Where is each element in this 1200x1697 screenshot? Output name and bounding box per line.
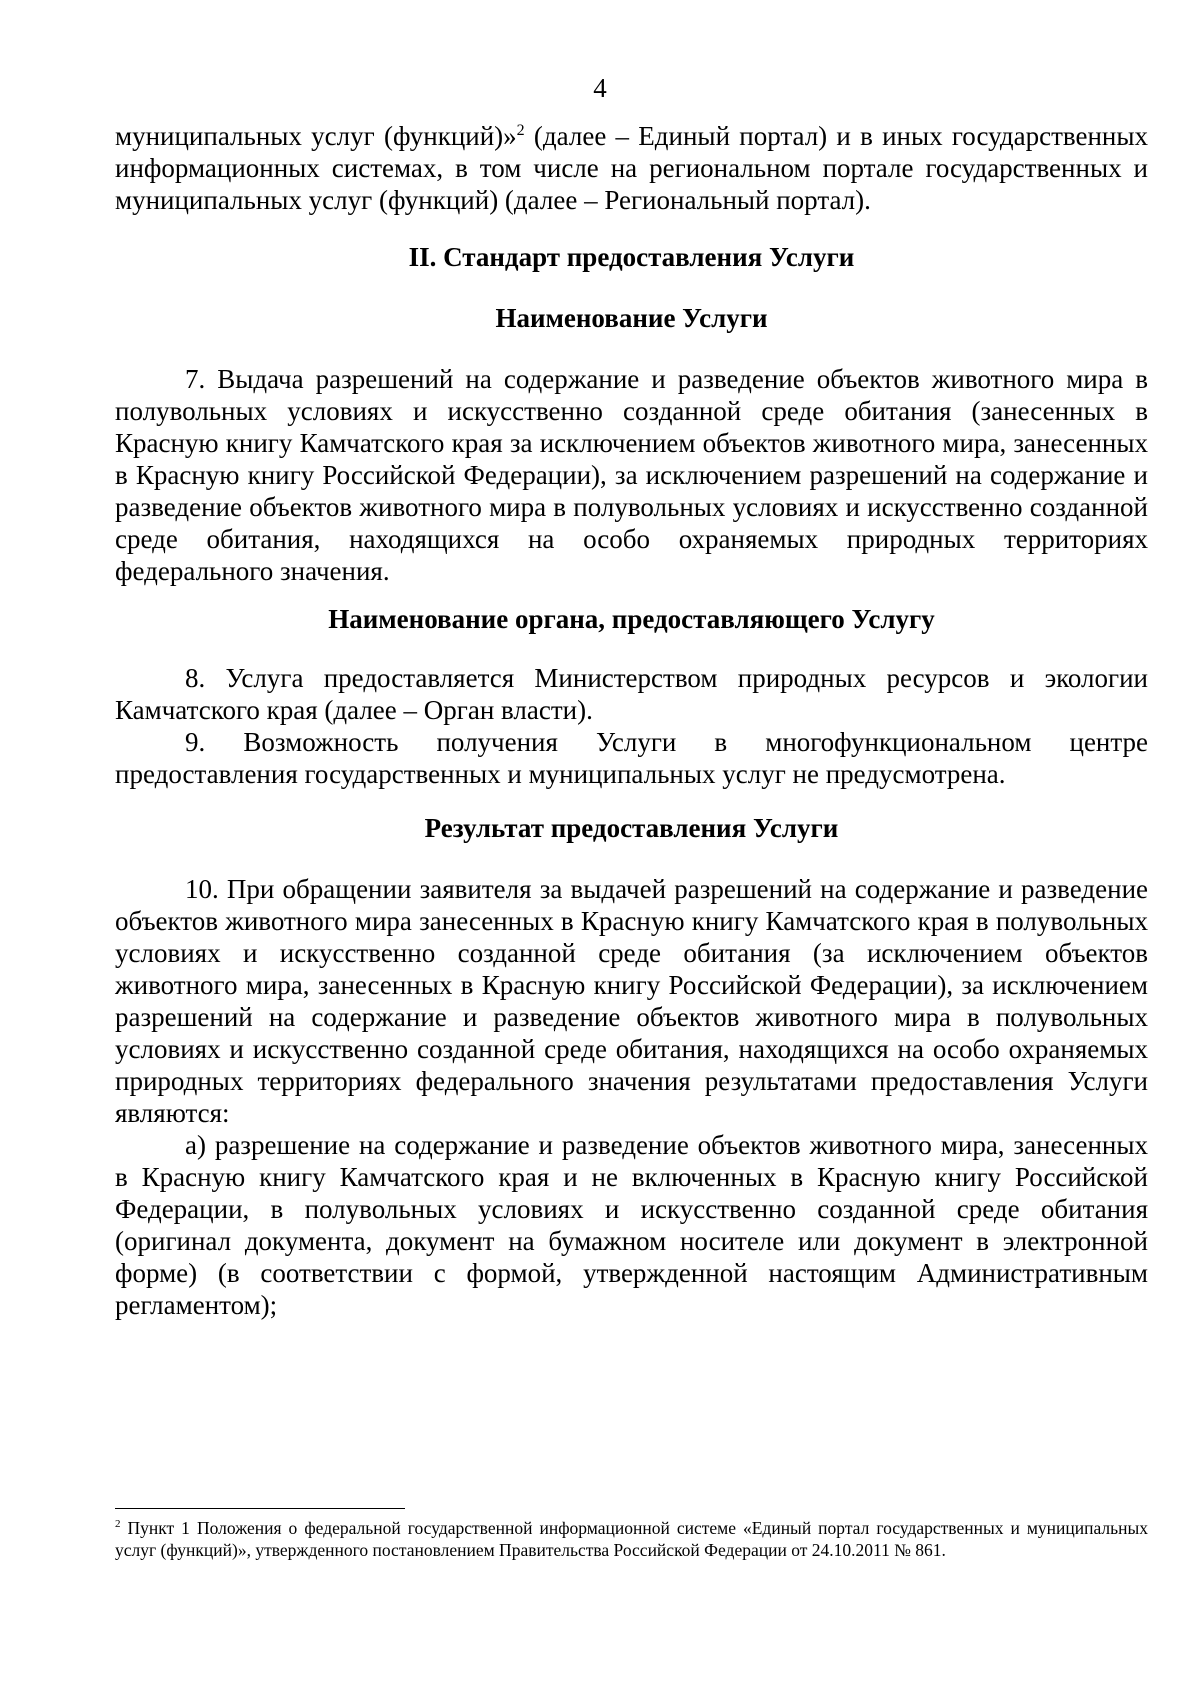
heading-result: Результат предоставления Услуги [424, 813, 839, 843]
page-number: 4 [593, 73, 607, 103]
paragraph-10 [115, 873, 1148, 1321]
intro-paragraph [115, 120, 1148, 216]
paragraph-7-text: 7. Выдача разрешений на содержание и разведение объектов животного мира в полувольных условиях и искусственно созданной среде обитания (занесенных в Красную книгу Камчатского края за исключением объектов животного мира, занесенных в Красную книгу Российской Федерации), за исключением разрешений на содержание и разведение объектов животного мира в полувольных условиях и искусственно созданной среде обитания, находящихся на особо охраняемых природных территориях федерального значения. [115, 364, 1148, 586]
footnote-divider [115, 1508, 405, 1509]
paragraphs-8-9 [115, 662, 1148, 790]
paragraph-9-text: 9. Возможность получения Услуги в многофункциональном центре предоставления государственных и муниципальных услуг не предусмотрена. [115, 727, 1148, 789]
intro-text-start: муниципальных услуг (функций)» [115, 121, 517, 151]
paragraph-8-text: 8. Услуга предоставляется Министерством природных ресурсов и экологии Камчатского края (далее – Орган власти). [115, 663, 1148, 725]
footnote [115, 1517, 1148, 1561]
heading-authority: Наименование органа, предоставляющего Услугу [328, 604, 935, 634]
paragraph-7 [115, 363, 1148, 587]
footnote-marker: 2 [115, 1518, 121, 1531]
paragraph-10-text: 10. При обращении заявителя за выдачей разрешений на содержание и разведение объектов животного мира занесенных в Красную книгу Камчатского края в полувольных условиях и искусственно созданной среде обитания (за исключением объектов животного мира, занесенных в Красную книгу Российской Федерации), за исключением разрешений на содержание и разведение объектов животного мира в полувольных условиях и искусственно созданной среде обитания, находящихся на особо охраняемых природных территориях федерального значения результатами предоставления Услуги являются: [115, 874, 1148, 1128]
paragraph-10a-text: а) разрешение на содержание и разведение объектов животного мира, занесенных в Красную книгу Камчатского края и не включенных в Красную книгу Российской Федерации, в полувольных условиях и искусственно созданной среде обитания (оригинал документа, документ на бумажном носителе или документ в электронной форме) (в соответствии с формой, утвержденной настоящим Административным регламентом); [115, 1130, 1148, 1320]
footnote-ref-2: 2 [516, 122, 525, 139]
intro-text-end: (далее – Единый портал) и в иных государственных информационных системах, в том числе на региональном портале государственных и муниципальных услуг (функций) (далее – Региональный портал). [115, 121, 1148, 215]
heading-service-name: Наименование Услуги [495, 303, 768, 333]
footnote-text: Пункт 1 Положения о федеральной государственной информационной системе «Единый портал государственных и муниципальных услуг (функций)», утвержденного постановлением Правительства Российской Федерации от 24.10.2011 № 861. [115, 1518, 1148, 1560]
section-title: II. Стандарт предоставления Услуги [408, 242, 855, 272]
